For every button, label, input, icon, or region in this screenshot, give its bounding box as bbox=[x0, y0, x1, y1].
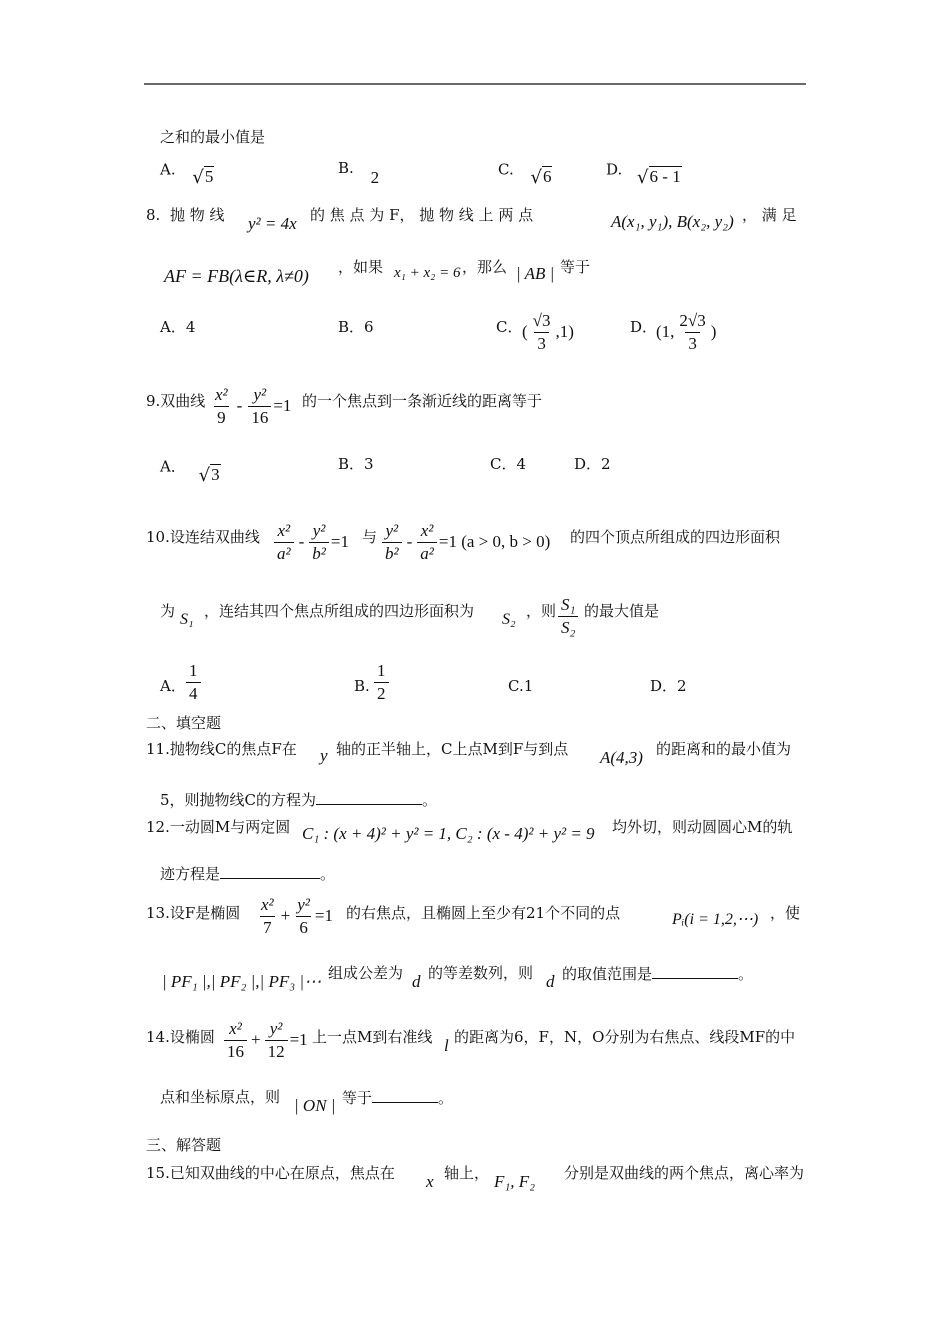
q13-line2-b: 的等差数列，则 bbox=[428, 964, 534, 982]
q8-option-d-label: D． bbox=[630, 318, 658, 336]
q7-option-a: A. √ 5 bbox=[160, 160, 214, 188]
q10-line2-b: ，连结其四个焦点所组成的四边形面积为 bbox=[204, 602, 475, 620]
q10-option-d: D．2 bbox=[650, 677, 687, 695]
q13-line1-a: 13.设F是椭圆 bbox=[146, 904, 241, 922]
header-rule bbox=[0, 0, 950, 100]
q14-ellipse: $\frac{\text{x²}}{16}$ + $\frac{\text{y²}}{12}$ =1 bbox=[222, 1020, 308, 1061]
q10-option-a-value: $\frac{1}{4}$ bbox=[184, 662, 203, 703]
q10-option-b-label: B. bbox=[354, 677, 370, 695]
q13-sequence: | PF₁ |,| PF₂ |,| PF₃ |⋯ bbox=[162, 972, 322, 991]
q12-line1-b: 均外切，则动圆圆心M的轨 bbox=[612, 818, 793, 836]
q8-points: A(x₁, y₁), B(x₂, y₂) bbox=[611, 212, 734, 231]
q9-option-c: C．4 bbox=[490, 455, 527, 473]
q10-equation-2: $\frac{\text{y²}}{\text{b²}}$ - $\frac{\text{x²}}{\text{a²}}$ =1 (a > 0, b > 0) bbox=[380, 522, 550, 563]
q13-line2-c: 的取值范围是 。 bbox=[562, 965, 754, 983]
section-fill-in-heading: 二、填空题 bbox=[146, 714, 222, 732]
q14-line1-a: 14.设椭圆 bbox=[146, 1028, 215, 1046]
q14-on: | ON | bbox=[294, 1096, 336, 1115]
section-solution-heading: 三、解答题 bbox=[146, 1136, 222, 1154]
q8-option-c-value: ( $\frac{√3}{3}$ ,1) bbox=[522, 311, 574, 353]
q10-label: 10.设连结双曲线 bbox=[146, 528, 260, 546]
q14-l: l bbox=[444, 1036, 449, 1055]
q15-line1-a: 15.已知双曲线的中心在原点，焦点在 bbox=[146, 1164, 395, 1182]
q13-line2-a: 组成公差为 bbox=[328, 964, 404, 982]
q13-line1-b: 的右焦点，且椭圆上至少有21个不同的点 bbox=[346, 904, 621, 922]
q8-line2-b: ，那么 bbox=[462, 258, 508, 276]
q15-line1-b: 轴上， bbox=[444, 1164, 490, 1182]
q9-option-a: A． √ 3 bbox=[160, 457, 220, 486]
q8-intro: 抛 物 线 bbox=[170, 206, 225, 224]
q10-option-c: C.1 bbox=[508, 677, 534, 695]
q8-curve: y² = 4x bbox=[248, 214, 297, 233]
q14-line1-c: 的距离为6，F，N，O分别为右焦点、线段MF的中 bbox=[454, 1028, 796, 1046]
q11-answer-blank[interactable] bbox=[316, 790, 422, 805]
q12-answer-blank[interactable] bbox=[220, 864, 320, 879]
q10-equation-1: $\frac{\text{x²}}{\text{a²}}$ - $\frac{\text{y²}}{\text{b²}}$ =1 bbox=[272, 522, 349, 563]
q13-ellipse: $\frac{\text{x²}}{7}$ + $\frac{\text{y²}}{6}$ =1 bbox=[261, 895, 333, 937]
q10-ratio: $\frac{\text{S₁}}{\text{S₂}}$ bbox=[556, 596, 580, 637]
q15-x: x bbox=[426, 1172, 434, 1191]
q10-s2: S₂ bbox=[502, 611, 516, 628]
q10-line2-a: 为 bbox=[160, 602, 176, 620]
q8-end: ， 满 足 bbox=[742, 206, 797, 224]
q7-option-b: B. 2 bbox=[338, 159, 380, 187]
q12-line1-a: 12.一动圆M与两定圆 bbox=[146, 818, 291, 836]
q9-rest: 的一个焦点到一条渐近线的距离等于 bbox=[302, 392, 543, 410]
q10-option-a-label: A． bbox=[160, 677, 186, 695]
q14-line1-b: 上一点M到右准线 bbox=[312, 1028, 433, 1046]
q15-line1-c: 分别是双曲线的两个焦点，离心率为 bbox=[564, 1164, 805, 1182]
q9-option-d: D．2 bbox=[574, 455, 611, 473]
q13-d-2: d bbox=[546, 972, 555, 991]
q14-line2-b: 等于 。 bbox=[342, 1089, 454, 1107]
q13-points: Pᵢ(i = 1,2,⋯) bbox=[672, 911, 759, 928]
q11-line1-b: 轴的正半轴上，C上点M到F与到点 bbox=[336, 740, 569, 758]
q8-condition: AF = FB(λ∈R, λ≠0) bbox=[164, 266, 309, 286]
q11-point: A(4,3) bbox=[600, 748, 643, 767]
q9-equation: $\frac{\text{x²}}{9}$ - $\frac{\text{y²}}{16}$ =1 bbox=[215, 385, 292, 427]
q13-answer-blank[interactable] bbox=[652, 964, 738, 979]
q13-line1-c: ，使 bbox=[770, 904, 801, 922]
q8-number: 8. bbox=[146, 206, 161, 224]
q10-line2-c: ，则 bbox=[526, 602, 557, 620]
q7-option-c: C. √ 6 bbox=[498, 160, 552, 188]
q10-with: 与 bbox=[362, 528, 378, 546]
q8-ab: | AB | bbox=[516, 264, 555, 283]
q8-mid: 的 焦 点 为 F， 抛 物 线 上 两 点 bbox=[310, 206, 534, 224]
q11-line1-a: 11.抛物线C的焦点F在 bbox=[146, 740, 297, 758]
q9-label: 9.双曲线 bbox=[146, 392, 206, 410]
q10-s1: S₁ bbox=[180, 611, 194, 628]
q8-option-a: A．4 bbox=[160, 318, 196, 336]
q7-tail-text: 之和的最小值是 bbox=[160, 128, 266, 146]
q11-y: y bbox=[320, 746, 328, 765]
q10-option-b-value: $\frac{1}{2}$ bbox=[372, 662, 391, 703]
q14-answer-blank[interactable] bbox=[372, 1088, 438, 1103]
q11-line1-c: 的距离和的最小值为 bbox=[656, 740, 792, 758]
q12-line2: 迹方程是 。 bbox=[160, 865, 336, 883]
q7-option-d: D. √ 6 - 1 bbox=[606, 160, 681, 188]
q12-circles: C₁ : (x + 4)² + y² = 1, C₂ : (x - 4)² + y² = 9 bbox=[302, 824, 595, 843]
q11-line2: 5，则抛物线C的方程为 。 bbox=[160, 791, 438, 809]
q10-line2-d: 的最大值是 bbox=[584, 602, 660, 620]
q8-option-b: B．6 bbox=[338, 318, 374, 336]
q8-sum: x₁ + x₂ = 6 bbox=[394, 265, 461, 281]
q13-d: d bbox=[412, 972, 421, 991]
q9-option-b: B．3 bbox=[338, 455, 374, 473]
q15-foci: F₁, F₂ bbox=[494, 1172, 536, 1191]
q8-option-c-label: C． bbox=[496, 318, 523, 336]
q8-line2-a: ，如果 bbox=[338, 258, 384, 276]
q10-rest: 的四个顶点所组成的四边形面积 bbox=[570, 528, 781, 546]
q8-option-d-value: (1, $\frac{2√3}{3}$ ) bbox=[656, 311, 717, 353]
q14-line2-a: 点和坐标原点，则 bbox=[160, 1088, 281, 1106]
q8-line2-c: 等于 bbox=[560, 258, 591, 276]
